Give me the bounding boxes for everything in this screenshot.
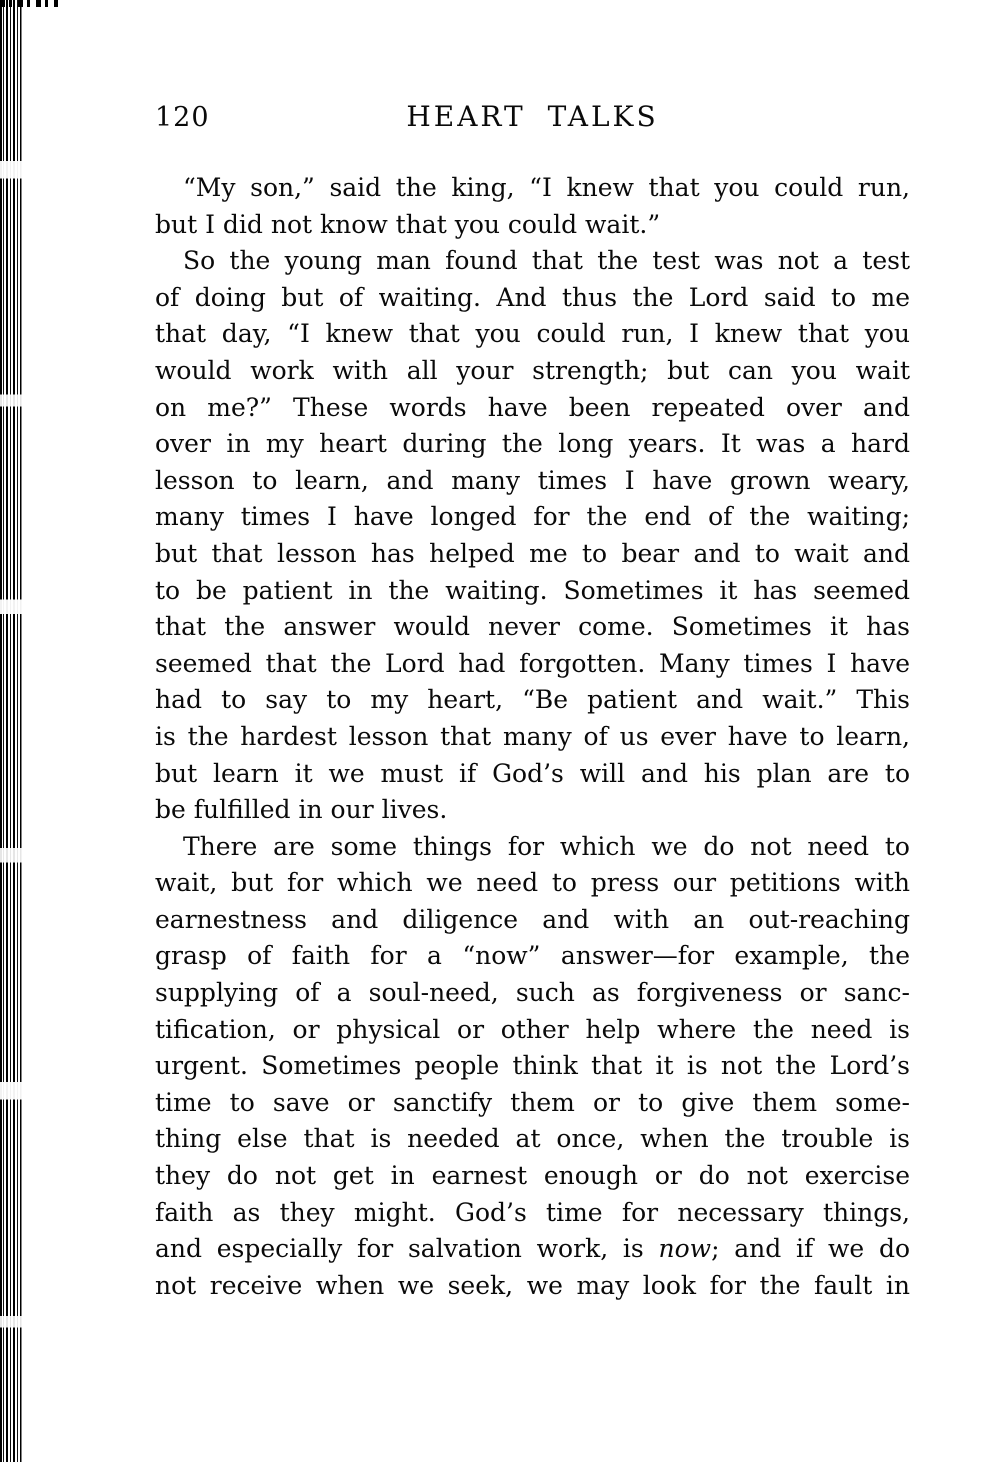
text-line: seemed that the Lord had forgotten. Many times I have	[155, 648, 910, 678]
text-line: that the answer would never come. Sometimes it has	[155, 612, 910, 642]
text-line: that day, “I knew that you could run, I knew that you	[155, 319, 910, 349]
text-line: on me?” These words have been repeated over and	[155, 392, 910, 422]
text-line: lesson to learn, and many times I have grown weary,	[155, 465, 910, 495]
text-line: many times I have longed for the end of the waiting;	[155, 502, 910, 532]
text-line: would work with all your strength; but can you wait	[155, 355, 910, 385]
italic-word: now	[658, 1234, 712, 1264]
text-line: earnestness and diligence and with an out-reaching	[155, 904, 910, 934]
text-line: tification, or physical or other help where the need is	[155, 1014, 910, 1044]
text-line: is the hardest lesson that many of us ever have to learn,	[155, 721, 910, 751]
text-line: over in my heart during the long years. It was a hard	[155, 429, 910, 459]
text-line: they do not get in earnest enough or do not exercise	[155, 1161, 910, 1191]
text-line: but learn it we must if God’s will and his plan are to	[155, 758, 910, 788]
text-line: So the young man found that the test was not a test	[183, 246, 910, 276]
text-fragment: ; and if we do	[711, 1234, 910, 1264]
text-line: but I did not know that you could wait.”	[155, 209, 661, 239]
text-line: grasp of faith for a “now” answer—for example, the	[155, 941, 910, 971]
text-line: There are some things for which we do not need to	[183, 831, 910, 861]
text-line: wait, but for which we need to press our petitions with	[155, 868, 910, 898]
text-line: of doing but of waiting. And thus the Lord said to me	[155, 282, 910, 312]
text-line: but that lesson has helped me to bear and to wait and	[155, 538, 910, 568]
text-line	[155, 1231, 910, 1268]
text-line: had to say to my heart, “Be patient and wait.” This	[155, 685, 910, 715]
text-line: to be patient in the waiting. Sometimes it has seemed	[155, 575, 910, 605]
text-line: urgent. Sometimes people think that it is not the Lord’s	[155, 1051, 910, 1081]
text-line: not receive when we seek, we may look for the fault in	[155, 1270, 910, 1300]
page-header	[155, 100, 910, 134]
text-line: thing else that is needed at once, when the trouble is	[155, 1124, 910, 1154]
text-line: time to save or sanctify them or to give them some-	[155, 1087, 910, 1117]
scan-speck-artifact	[0, 0, 58, 7]
text-fragment: and especially for salvation work, is	[155, 1234, 659, 1264]
text-line: faith as they might. God’s time for necessary things,	[155, 1197, 910, 1227]
binding-gutter-artifact	[0, 0, 23, 1462]
text-line: supplying of a soul-need, such as forgiveness or sanc-	[155, 978, 910, 1008]
text-line: “My son,” said the king, “I knew that you could run,	[183, 173, 910, 202]
body-text	[155, 170, 910, 1304]
text-line: be fulfilled in our lives.	[155, 795, 448, 825]
page-number: 120	[155, 102, 210, 133]
running-title: HEART TALKS	[406, 100, 659, 133]
